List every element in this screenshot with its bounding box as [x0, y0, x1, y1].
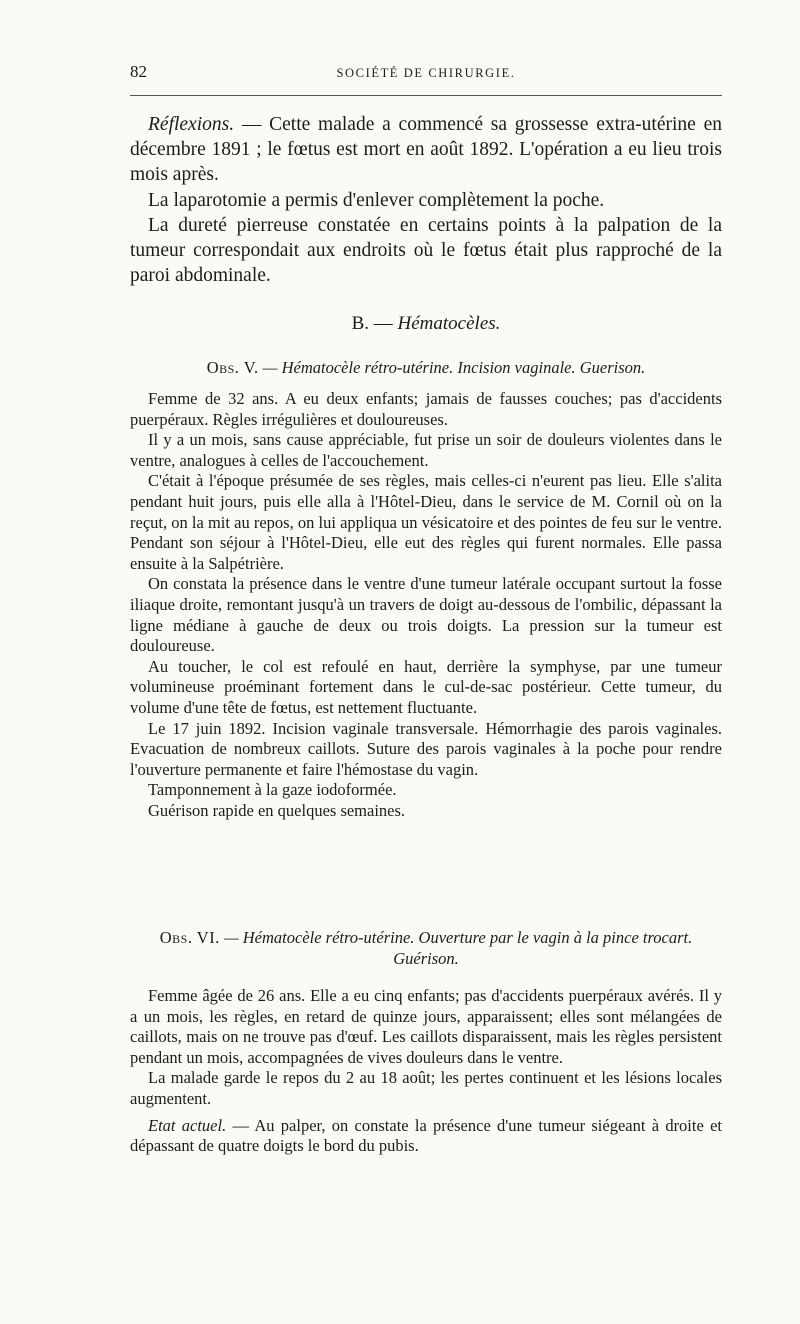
reflexions-section — [130, 112, 722, 288]
reflexions-paragraph-1 — [130, 112, 722, 188]
running-title: SOCIÉTÉ DE CHIRURGIE. — [336, 66, 516, 80]
reflexions-paragraph-2: La laparotomie a permis d'enlever complètement la poche. — [148, 189, 605, 211]
page-number: 82 — [130, 62, 147, 81]
header-rule — [130, 95, 722, 96]
reflexions-paragraph-3: La dureté pierreuse constatée en certains points à la palpation de la tumeur correspondait aux endroits où le fœtus était plus rapproché de la paroi abdominale. — [130, 214, 722, 287]
obs6-body — [130, 986, 722, 1157]
obs6-etat-paragraph — [130, 1116, 722, 1157]
etat-text: — Au palper, on constate la présence d'une tumeur siégeant à droite et dépassant de quatre doigts le bord du pubis. — [130, 1115, 722, 1156]
reflexions-text: — Cette malade a commencé sa grossesse extra-utérine en décembre 1891 ; le fœtus est mort en août 1892. L'opération a eu lieu trois mois après. — [130, 114, 722, 186]
obs5-paragraph: Il y a un mois, sans cause appréciable, fut prise un soir de douleurs violentes dans le ventre, analogues à celles de l'accouchement. — [130, 430, 722, 470]
etat-lead: Etat actuel. — [148, 1115, 227, 1135]
obs5-paragraph: On constata la présence dans le ventre d'une tumeur latérale occupant surtout la fosse iliaque droite, remontant jusqu'à un travers de doigt au-dessous de l'ombilic, dépassant la ligne médiane à gauche de deux ou trois doigts. La pression sur la tumeur est douloureuse. — [130, 574, 722, 656]
obs5-paragraph: Tamponnement à la gaze iodoformée. — [148, 780, 397, 800]
obs5-heading — [130, 357, 722, 378]
section-title: Hématocèles. — [397, 313, 501, 334]
obs5-paragraph: Au toucher, le col est refoulé en haut, derrière la symphyse, par une tumeur volumineuse proéminant fortement dans le cul-de-sac postérieur. Cette tumeur, du volume d'une tête de fœtus, est nettement fluctuante. — [130, 656, 722, 717]
reflexions-lead: Réflexions. — [148, 114, 235, 135]
obs5-paragraph: C'était à l'époque présumée de ses règles, mais celles-ci n'eurent pas lieu. Elle s'alita pendant huit jours, puis elle alla à l'Hôtel-Dieu, dans le service de M. Cornil où on la reçut, on la mit au repos, on lui appliqua un vésicatoire et des pointes de feu sur le ventre. Pendant son séjour à l'Hôtel-Dieu, elle eut des règles qui furent normales. Elle passa ensuite à la Salpétrière. — [130, 471, 722, 573]
obs6-label: Obs. VI. — [159, 928, 220, 947]
obs5-paragraph: Le 17 juin 1892. Incision vaginale transversale. Hémorrhagie des parois vaginales. Evacuation de nombreux caillots. Suture des parois vaginales à la poche pour rendre l'ouverture permanente et faire l'hémostase du vagin. — [130, 718, 722, 779]
obs5-body — [130, 389, 722, 821]
obs6-title: — Hématocèle rétro-utérine. Ouverture par le vagin à la pince trocart. Guérison. — [219, 928, 693, 968]
section-label: B. — — [351, 313, 398, 334]
obs6-paragraph: Femme âgée de 26 ans. Elle a eu cinq enfants; pas d'accidents puerpéraux avérés. Il y a un mois, les règles, en retard de quinze jours, apparaissent; elles sont mélangées de caillots, mais on ne trouve pas d'œuf. Les caillots disparaissent, mais les règles persistent pendant un mois, accompagnées de vives douleurs dans le ventre. — [130, 986, 722, 1067]
obs5-label: Obs. V. — [206, 358, 259, 377]
page-header — [130, 58, 722, 88]
obs5-paragraph: Femme de 32 ans. A eu deux enfants; jamais de fausses couches; pas d'accidents puerpéraux. Règles irrégulières et douloureuses. — [130, 389, 722, 429]
section-heading-b — [130, 313, 722, 335]
obs5-paragraph: Guérison rapide en quelques semaines. — [148, 800, 406, 820]
obs5-title: — Hématocèle rétro-utérine. Incision vaginale. Guerison. — [258, 358, 646, 377]
obs6-heading — [130, 927, 722, 969]
obs6-paragraph: La malade garde le repos du 2 au 18 août; les pertes continuent et les lésions locales augmentent. — [130, 1068, 722, 1108]
